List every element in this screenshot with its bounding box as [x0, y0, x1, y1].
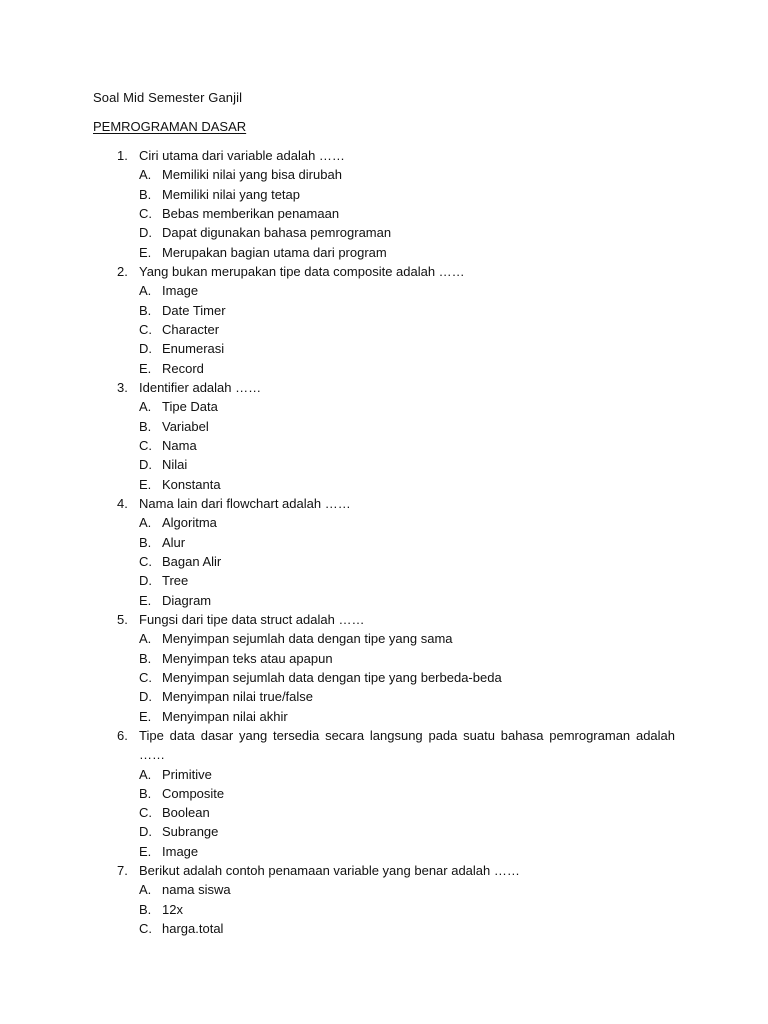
option-letter: E.: [139, 360, 152, 376]
option-letter: E.: [139, 708, 152, 724]
option-letter: C.: [139, 205, 152, 221]
option-list: [93, 629, 683, 726]
option-letter: A.: [139, 766, 152, 782]
option-text: Primitive: [162, 766, 212, 782]
answer-option: [93, 223, 683, 242]
option-text: Alur: [162, 534, 186, 550]
option-letter: D.: [139, 573, 152, 589]
answer-option: [93, 243, 683, 262]
option-letter: B.: [139, 302, 152, 318]
option-letter: A.: [139, 515, 152, 531]
question-number: 5.: [117, 611, 128, 627]
question-list: [93, 146, 683, 938]
question-number: 6.: [117, 727, 128, 743]
question-item: [93, 494, 683, 610]
option-letter: C.: [139, 553, 152, 569]
question-text: Identifier adalah ……: [139, 379, 262, 395]
question-number-cell: [93, 378, 139, 397]
option-letter: B.: [139, 650, 152, 666]
question-text: Fungsi dari tipe data struct adalah ……: [139, 611, 365, 627]
option-text: Algoritma: [162, 515, 217, 531]
option-text: Memiliki nilai yang tetap: [162, 186, 301, 202]
question-number: 4.: [117, 495, 128, 511]
option-letter: E.: [139, 244, 152, 260]
answer-option: [93, 397, 683, 416]
answer-option: [93, 591, 683, 610]
option-letter: C.: [139, 321, 152, 337]
answer-option: [93, 629, 683, 648]
answer-option: [93, 707, 683, 726]
question-text: Yang bukan merupakan tipe data composite adalah ……: [139, 263, 465, 279]
option-text: Image: [162, 843, 199, 859]
question-row: [93, 726, 683, 765]
option-text: Composite: [162, 785, 225, 801]
subject-heading: PEMROGRAMAN DASAR: [93, 119, 247, 134]
question-item: [93, 378, 683, 494]
option-list: [93, 765, 683, 862]
question-number-cell: [93, 610, 139, 629]
question-item: [93, 146, 683, 262]
question-text: Berikut adalah contoh penamaan variable yang benar adalah ……: [139, 863, 520, 879]
option-text: nama siswa: [162, 882, 231, 898]
option-letter: C.: [139, 669, 152, 685]
answer-option: [93, 533, 683, 552]
option-text: Enumerasi: [162, 341, 225, 357]
option-letter: B.: [139, 785, 152, 801]
question-number-cell: [93, 726, 139, 765]
question-row: [93, 861, 683, 880]
option-letter: D.: [139, 824, 152, 840]
option-text: Menyimpan nilai true/false: [162, 689, 314, 705]
question-number-cell: [93, 146, 139, 165]
question-number: 2.: [117, 263, 128, 279]
question-item: [93, 610, 683, 726]
option-letter: E.: [139, 592, 152, 608]
answer-option: [93, 822, 683, 841]
option-text: Boolean: [162, 805, 210, 821]
answer-option: [93, 919, 683, 938]
question-item: [93, 262, 683, 378]
option-text: harga.total: [162, 921, 224, 937]
answer-option: [93, 339, 683, 358]
option-text: Dapat digunakan bahasa pemrograman: [162, 225, 392, 241]
question-row: [93, 262, 683, 281]
answer-option: [93, 513, 683, 532]
question-number-cell: [93, 861, 139, 880]
option-letter: C.: [139, 921, 152, 937]
option-text: Diagram: [162, 592, 212, 608]
answer-option: [93, 842, 683, 861]
option-letter: D.: [139, 457, 152, 473]
option-letter: E.: [139, 476, 152, 492]
option-text: Konstanta: [162, 476, 221, 492]
option-letter: B.: [139, 186, 152, 202]
option-letter: A.: [139, 399, 152, 415]
answer-option: [93, 165, 683, 184]
answer-option: [93, 571, 683, 590]
answer-option: [93, 204, 683, 223]
option-text: Menyimpan teks atau apapun: [162, 650, 333, 666]
option-list: [93, 880, 683, 938]
option-text: 12x: [162, 901, 183, 917]
answer-option: [93, 880, 683, 899]
option-text: Menyimpan sejumlah data dengan tipe yang berbeda-beda: [162, 669, 502, 685]
option-list: [93, 513, 683, 610]
option-list: [93, 165, 683, 262]
answer-option: [93, 436, 683, 455]
option-letter: B.: [139, 901, 152, 917]
option-letter: D.: [139, 341, 152, 357]
option-letter: B.: [139, 534, 152, 550]
option-letter: C.: [139, 805, 152, 821]
option-text: Menyimpan sejumlah data dengan tipe yang sama: [162, 631, 453, 647]
option-letter: B.: [139, 418, 152, 434]
option-text: Memiliki nilai yang bisa dirubah: [162, 167, 342, 183]
question-number-cell: [93, 494, 139, 513]
answer-option: [93, 455, 683, 474]
question-number-cell: [93, 262, 139, 281]
option-text: Variabel: [162, 418, 209, 434]
option-letter: D.: [139, 689, 152, 705]
answer-option: [93, 765, 683, 784]
option-text: Date Timer: [162, 302, 226, 318]
option-list: [93, 397, 683, 494]
option-text: Character: [162, 321, 220, 337]
option-letter: A.: [139, 283, 152, 299]
answer-option: [93, 668, 683, 687]
option-letter: C.: [139, 437, 152, 453]
question-number: 7.: [117, 863, 128, 879]
answer-option: [93, 784, 683, 803]
option-text: Bebas memberikan penamaan: [162, 205, 340, 221]
answer-option: [93, 552, 683, 571]
question-text: Tipe data dasar yang tersedia secara langsung pada suatu bahasa pemrograman adalah ……: [139, 727, 675, 763]
option-text: Tipe Data: [162, 399, 218, 415]
answer-option: [93, 185, 683, 204]
option-text: Image: [162, 283, 199, 299]
option-text: Bagan Alir: [162, 553, 222, 569]
option-text: Menyimpan nilai akhir: [162, 708, 288, 724]
answer-option: [93, 803, 683, 822]
answer-option: [93, 900, 683, 919]
option-text: Tree: [162, 573, 189, 589]
option-list: [93, 281, 683, 378]
answer-option: [93, 649, 683, 668]
answer-option: [93, 320, 683, 339]
question-row: [93, 610, 683, 629]
question-item: [93, 726, 683, 861]
document-title: Soal Mid Semester Ganjil: [93, 90, 243, 105]
option-text: Merupakan bagian utama dari program: [162, 244, 387, 260]
option-letter: A.: [139, 882, 152, 898]
option-text: Record: [162, 360, 204, 376]
question-number: 3.: [117, 379, 128, 395]
option-letter: D.: [139, 225, 152, 241]
option-text: Nilai: [162, 457, 188, 473]
question-text: Nama lain dari flowchart adalah ……: [139, 495, 351, 511]
answer-option: [93, 417, 683, 436]
question-row: [93, 378, 683, 397]
option-text: Nama: [162, 437, 197, 453]
question-number: 1.: [117, 148, 128, 163]
option-letter: A.: [139, 167, 152, 183]
question-row: [93, 494, 683, 513]
answer-option: [93, 475, 683, 494]
option-letter: A.: [139, 631, 152, 647]
answer-option: [93, 359, 683, 378]
answer-option: [93, 687, 683, 706]
answer-option: [93, 281, 683, 300]
question-item: [93, 861, 683, 938]
answer-option: [93, 301, 683, 320]
question-text: Ciri utama dari variable adalah ……: [139, 148, 345, 163]
question-row: [93, 146, 683, 165]
option-letter: E.: [139, 843, 152, 859]
option-text: Subrange: [162, 824, 219, 840]
